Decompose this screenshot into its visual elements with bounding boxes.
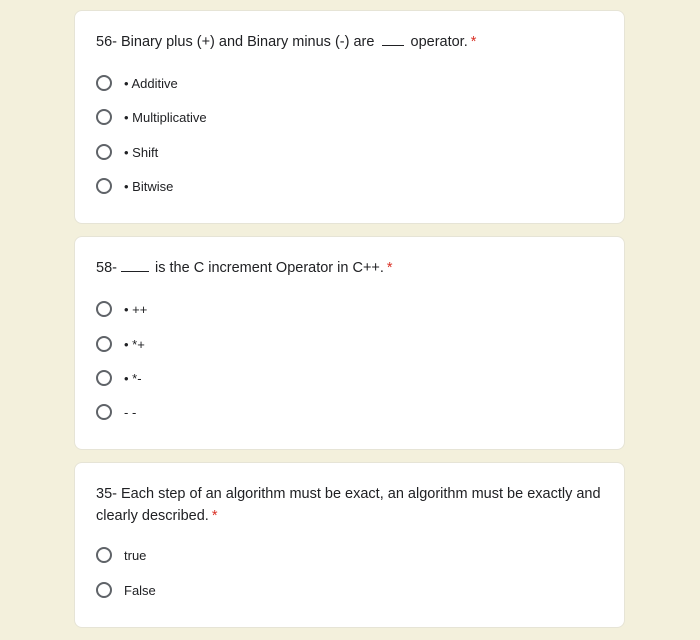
radio-button[interactable] xyxy=(96,582,112,598)
option-false[interactable] xyxy=(96,580,156,600)
option-label: • Multiplicative xyxy=(124,109,207,125)
question-text: 35- Each step of an algorithm must be exact, an algorithm must be exactly and clearly described. xyxy=(96,486,601,524)
option-label: • ++ xyxy=(124,301,148,317)
required-asterisk: * xyxy=(386,260,393,276)
option-label: • *- xyxy=(124,370,142,386)
question-card-58 xyxy=(74,236,625,450)
answer-blank xyxy=(382,31,404,46)
radio-button[interactable] xyxy=(96,178,112,194)
radio-button[interactable] xyxy=(96,301,112,317)
option-label: • Additive xyxy=(124,75,178,91)
question-title xyxy=(96,31,601,53)
required-asterisk: * xyxy=(211,508,218,524)
option-plus-plus[interactable] xyxy=(96,299,147,319)
question-text-prefix: 58- xyxy=(96,260,117,276)
question-card-35 xyxy=(74,462,625,628)
option-label: • Bitwise xyxy=(124,178,174,194)
question-text-suffix: operator. xyxy=(410,34,468,50)
radio-button[interactable] xyxy=(96,404,112,420)
radio-button[interactable] xyxy=(96,336,112,352)
option-label: False xyxy=(124,582,156,598)
required-asterisk: * xyxy=(470,34,477,50)
question-text-suffix: is the C increment Operator in C++. xyxy=(155,260,384,276)
option-minus-minus[interactable] xyxy=(96,402,136,422)
option-bitwise[interactable] xyxy=(96,176,173,196)
radio-button[interactable] xyxy=(96,109,112,125)
option-label: true xyxy=(124,547,147,563)
radio-button[interactable] xyxy=(96,75,112,91)
radio-button[interactable] xyxy=(96,144,112,160)
radio-button[interactable] xyxy=(96,370,112,386)
option-additive[interactable] xyxy=(96,73,178,93)
option-label: - - xyxy=(124,404,137,420)
option-label: • Shift xyxy=(124,144,159,160)
option-shift[interactable] xyxy=(96,142,158,162)
option-star-minus[interactable] xyxy=(96,368,142,388)
option-multiplicative[interactable] xyxy=(96,107,207,127)
radio-button[interactable] xyxy=(96,547,112,563)
question-card-56 xyxy=(74,10,625,224)
answer-blank xyxy=(121,257,149,272)
option-label: • *+ xyxy=(124,336,145,352)
option-star-plus[interactable] xyxy=(96,334,145,354)
question-title xyxy=(96,257,601,279)
question-text-prefix: 56- Binary plus (+) and Binary minus (-) are xyxy=(96,34,375,50)
option-true[interactable] xyxy=(96,545,146,565)
question-title xyxy=(96,483,601,527)
